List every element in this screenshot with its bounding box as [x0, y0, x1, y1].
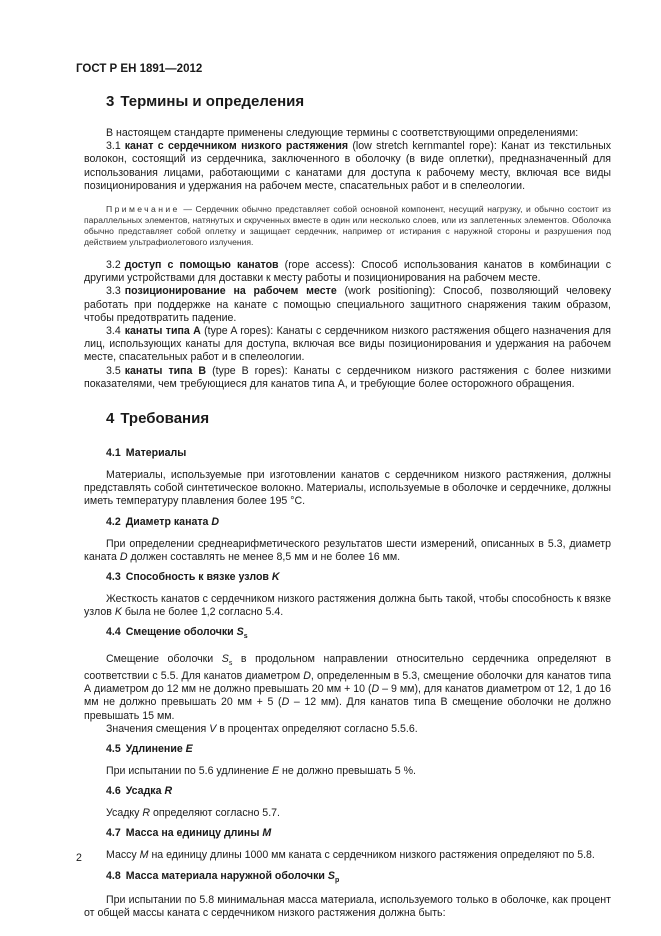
subsection-4-8-heading: 4.8 Масса материала наружной оболочки $S_p$	[106, 869, 340, 884]
symbol: D	[211, 515, 220, 528]
document-header: ГОСТ Р ЕН 1891—2012	[76, 63, 203, 75]
symbol: K	[271, 571, 280, 584]
subsection-4-1-heading: 4.1 Материалы	[106, 447, 187, 460]
term-3-2: 3.2 доступ с помощью канатов (rope access): Способ использования канатов в комбинации с другими устройствами для доставки к месту работы и позиционирования на рабочем месте.	[84, 259, 611, 285]
subsection-4-8-text: При испытании по 5.8 минимальная масса материала, используемого только в оболочке, как процент от общей массы каната с сердечником низкого растяжения должна быть:	[84, 893, 611, 919]
term-name: канаты типа В	[124, 364, 207, 377]
section-title: Требования	[120, 410, 210, 428]
subsection-4-1-text: Материалы, используемые при изготовлении канатов с сердечником низкого растяжения, должны представлять собой синтетическое волокно. Материалы, используемые в оболочке и сердечнике, должны иметь температуру плавления более 195 °С.	[84, 469, 611, 508]
page-content	[84, 93, 611, 920]
section-3-intro: В настоящем стандарте применены следующие термины с соответствующими определениями:	[106, 127, 579, 139]
symbol: R	[164, 785, 173, 798]
subsection-4-3-heading: 4.3 Способность к вязке узлов K	[106, 571, 280, 584]
subsection-4-5-heading: 4.5 Удлинение E	[106, 742, 193, 755]
term-name: канат с сердечником низкого растяжения	[124, 140, 349, 153]
section-number: 3	[106, 93, 115, 110]
subsection-4-6-heading: 4.6 Усадка R	[106, 785, 173, 798]
term-name: позиционирование на рабочем месте	[124, 285, 337, 298]
note-paragraph: Примечание — Сердечник обычно представляет собой основной компонент, несущий нагрузку, и обычно состоит из параллельных элементов, натянутых и скрученных вместе в один или несколько слоев, или из заплетенных элементов. Оболочка обычно представляет собой оплетку и защищает сердечник, например от истирания с наружной стороны и разрушения под действием ультрафиолетового излучения.	[84, 204, 611, 248]
section-4-heading	[106, 410, 611, 428]
term-3-3: 3.3 позиционирование на рабочем месте (work positioning): Способ, позволяющий человеку работать при поддержке на канате с помощью специального защитного снаряжения таким образом, чтобы предотвратить падение.	[84, 285, 611, 324]
subsection-4-4-text: Смещение оболочки $S_s$ в продольном направлении относительно сердечника определяют в соответствии с 5.5. Для канатов диаметром D, определенным в 5.3, смещение оболочки для канатов типа А диаметром до 12 мм не должно превышать 20 мм + 10 (D – 9 мм), для канатов диаметром от 12, 1 до 16 мм не должно превышать 20 мм + 5 (D – 12 мм). Для канатов типа В смещение оболочки не должно превышать 15 мм.	[84, 652, 611, 722]
subsection-4-7-text: Массу M на единицу длины 1000 мм каната с сердечником низкого растяжения определяют по 5.8.	[106, 849, 595, 862]
symbol: E	[185, 742, 193, 755]
term-3-5: 3.5 канаты типа В (type B ropes): Канаты с сердечником низкого растяжения с более низкими показателями, чем требующиеся для канатов типа А, и требующие более осторожного обращения.	[84, 364, 612, 390]
page-number: 2	[76, 852, 82, 864]
term-name: канаты типа А	[124, 325, 201, 338]
subsection-4-2-heading: 4.2 Диаметр каната D	[106, 515, 220, 528]
subsection-4-4-text-2: Значения смещения V в процентах определяют согласно 5.5.6.	[106, 722, 418, 735]
subsection-4-5-text: При испытании по 5.6 удлинение E не должно превышать 5 %.	[106, 764, 416, 777]
subsection-4-4-heading: 4.4 Смещение оболочки $S_s$	[106, 626, 248, 641]
term-3-1: 3.1 канат с сердечником низкого растяжения (low stretch kernmantel rope): Канат из текстильных волокон, состоящий из сердечника, заключенного в оболочку (в виде оплетки), предназначенный для использования лицами, работающими с канатами для доступа к рабочему месту, включая все виды позиционирования и удержания на рабочем месте, спасательных работ и в спелеологии.	[84, 140, 611, 192]
note-label: Примечание	[106, 204, 180, 215]
subsection-4-3-text: Жесткость канатов с сердечником низкого растяжения должна быть такой, чтобы способность к вязке узлов K была не более 1,2 согласно 5.4.	[84, 593, 611, 619]
symbol: S	[236, 626, 244, 639]
subsection-4-7-heading: 4.7 Масса на единицу длины M	[106, 827, 272, 840]
term-name: доступ с помощью канатов	[124, 259, 279, 272]
term-3-4: 3.4 канаты типа А (type A ropes): Канаты с сердечником низкого растяжения общего назначения для лиц, использующих канаты для доступа, включая все виды позиционирования и удержания на рабочем месте, спасательных работ и в спелеологии.	[84, 325, 611, 364]
symbol: S	[327, 869, 335, 882]
subsection-4-6-text: Усадку R определяют согласно 5.7.	[106, 807, 280, 820]
section-title: Термины и определения	[120, 93, 305, 110]
section-3-heading	[106, 93, 611, 111]
symbol: M	[262, 827, 272, 840]
subsection-4-2-text: При определении среднеарифметического результатов шести измерений, описанных в 5.3, диаметр каната D должен составлять не менее 8,5 мм и не более 16 мм.	[84, 537, 611, 563]
section-number: 4	[106, 410, 115, 428]
